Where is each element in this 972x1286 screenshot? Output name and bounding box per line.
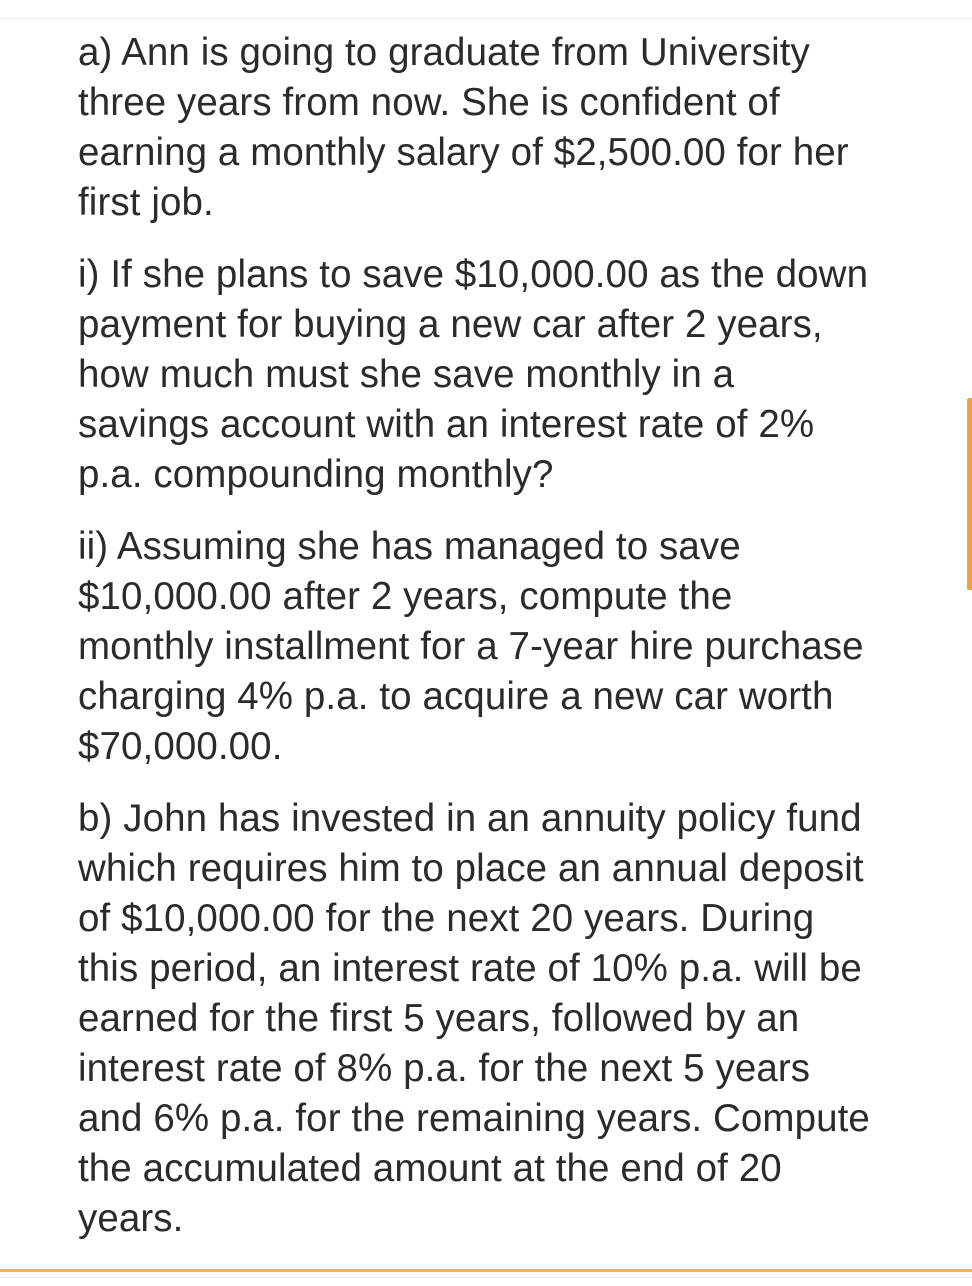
bottom-divider bbox=[0, 1277, 972, 1278]
question-part-b: b) John has invested in an annuity policy fund which requires him to place an annual deposit of $10,000.00 for the next 20 years. During this period, an interest rate of 10% p.a. will be earned for the first 5 years, followed by an interest rate of 8% p.a. for the next 5 years and 6% p.a. for the remaining years. Compute the accumulated amount at the end of 20 years. bbox=[78, 797, 870, 1240]
question-part-a-ii: ii) Assuming she has managed to save $10,000.00 after 2 years, compute the monthly installment for a 7-year hire purchase charging 4% p.a. to acquire a new car worth $70,000.00. bbox=[78, 525, 864, 768]
scroll-indicator[interactable] bbox=[967, 398, 972, 590]
question-part-a-i: i) If she plans to save $10,000.00 as the down payment for buying a new car after 2 years, how much must she save monthly in a savings account with an interest rate of 2% p.a. compounding monthly? bbox=[78, 253, 869, 496]
question-part-a: a) Ann is going to graduate from University three years from now. She is confident of earning a monthly salary of $2,500.00 for her first job. bbox=[78, 31, 849, 224]
bottom-accent-divider bbox=[0, 1269, 972, 1272]
top-divider bbox=[0, 18, 972, 19]
question-text-block bbox=[78, 28, 958, 1266]
